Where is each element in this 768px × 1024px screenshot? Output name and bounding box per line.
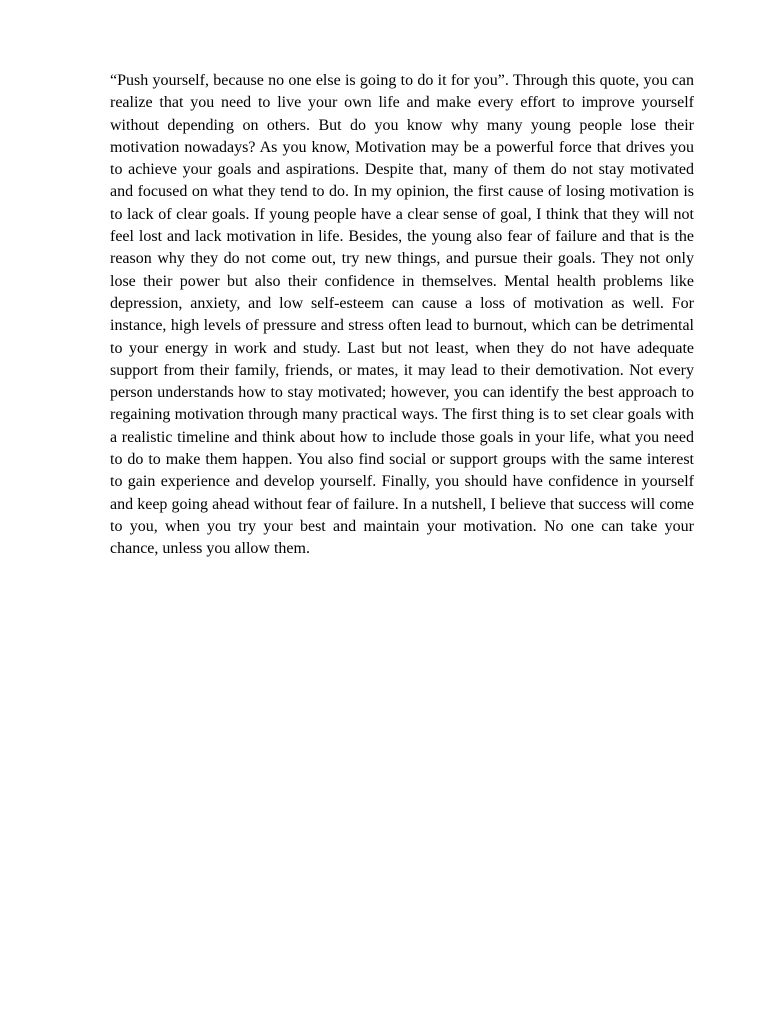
essay-paragraph: “Push yourself, because no one else is going to do it for you”. Through this quote, you can realize that you need to live your own life and make every effort to improve yourself without depending on others. But do you know why many young people lose their motivation nowadays? As you know, Motivation may be a powerful force that drives you to achieve your goals and aspirations. Despite that, many of them do not stay motivated and focused on what they tend to do. In my opinion, the first cause of losing motivation is to lack of clear goals. If young people have a clear sense of goal, I think that they will not feel lost and lack motivation in life. Besides, the young also fear of failure and that is the reason why they do not come out, try new things, and pursue their goals. They not only lose their power but also their confidence in themselves. Mental health problems like depression, anxiety, and low self-esteem can cause a loss of motivation as well. For instance, high levels of pressure and stress often lead to burnout, which can be detrimental to your energy in work and study. Last but not least, when they do not have adequate support from their family, friends, or mates, it may lead to their demotivation. Not every person understands how to stay motivated; however, you can identify the best approach to regaining motivation through many practical ways. The first thing is to set clear goals with a realistic timeline and think about how to include those goals in your life, what you need to do to make them happen. You also find social or support groups with the same interest to gain experience and develop yourself. Finally, you should have confidence in yourself and keep going ahead without fear of failure. In a nutshell, I believe that success will come to you, when you try your best and maintain your motivation. No one can take your chance, unless you allow them. — [110, 72, 694, 558]
